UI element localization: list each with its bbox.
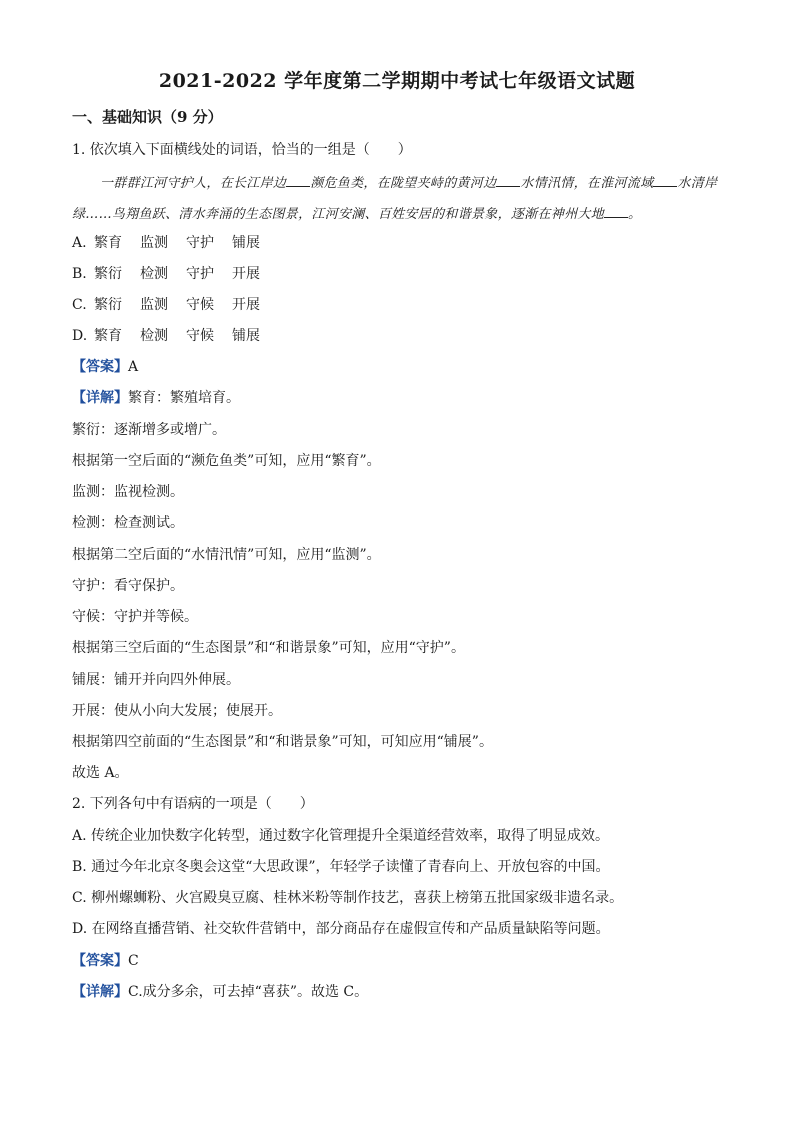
detail-1-line-2: 根据第一空后面的“濒危鱼类”可知，应用“繁育”。 xyxy=(72,453,381,469)
blank-2 xyxy=(496,174,520,187)
detail-1-line-8: 根据第三空后面的“生态图景”和“和谐景象”可知，应用“守护”。 xyxy=(72,640,465,656)
detail-1-line-4: 检测：检查测试。 xyxy=(72,515,184,531)
question-1-passage: 一群群江河守护人，在长江岸边 濒危鱼类，在陇望夹峙的黄河边 水情汛情，在淮河流域 水清岸绿……鸟翔鱼跃、清水奔涌的生态图景，江河安澜、百姓安居的和谐景象，逐渐在神州大地 。 xyxy=(72,176,718,222)
detail-1-line-9: 铺展：铺开并向四外伸展。 xyxy=(72,672,240,688)
detail-1-line-3: 监测：监视检测。 xyxy=(72,484,184,500)
blank-3 xyxy=(653,174,677,187)
answer-1: 【答案】A xyxy=(72,359,139,375)
detail-1-line-0: 【详解】繁育：繁殖培育。 xyxy=(72,390,240,406)
blank-4 xyxy=(604,205,628,218)
detail-1-line-12: 故选 A。 xyxy=(72,765,129,781)
section-heading: 一、基础知识（9 分） xyxy=(72,108,223,126)
detail-1-line-11: 根据第四空前面的“生态图景”和“和谐景象”可知，可知应用“铺展”。 xyxy=(72,734,493,750)
detail-1-line-7: 守候：守护并等候。 xyxy=(72,609,198,625)
detail-2: 【详解】C.成分多余，可去掉“喜获”。故选 C。 xyxy=(72,984,369,1000)
answer-2: 【答案】C xyxy=(72,953,139,969)
option-b: B. 繁衍 检测 守护 开展 xyxy=(72,266,260,282)
question-1-stem: 1. 依次填入下面横线处的词语，恰当的一组是（ ） xyxy=(72,142,412,158)
q2-option-c: C. 柳州螺蛳粉、火宫殿臭豆腐、桂林米粉等制作技艺，喜获上榜第五批国家级非遗名录。 xyxy=(72,890,624,906)
option-d: D. 繁育 检测 守候 铺展 xyxy=(72,328,260,344)
q2-option-b: B. 通过今年北京冬奥会这堂“大思政课”，年轻学子读懂了青春向上、开放包容的中国。 xyxy=(72,859,610,875)
page-title: 2021-2022 学年度第二学期期中考试七年级语文试题 xyxy=(158,70,636,92)
q2-option-d: D. 在网络直播营销、社交软件营销中，部分商品存在虚假宣传和产品质量缺陷等问题。 xyxy=(72,921,610,937)
option-c: C. 繁衍 监测 守候 开展 xyxy=(72,297,260,313)
detail-1-line-1: 繁衍：逐渐增多或增广。 xyxy=(72,422,226,438)
detail-1-line-5: 根据第二空后面的“水情汛情”可知，应用“监测”。 xyxy=(72,547,381,563)
option-a: A. 繁育 监测 守护 铺展 xyxy=(72,235,260,251)
q2-option-a: A. 传统企业加快数字化转型，通过数字化管理提升全渠道经营效率，取得了明显成效。 xyxy=(72,828,610,844)
blank-1 xyxy=(286,174,310,187)
detail-1-line-10: 开展：使从小向大发展；使展开。 xyxy=(72,703,282,719)
question-2-stem: 2. 下列各句中有语病的一项是（ ） xyxy=(72,796,314,812)
detail-1-line-6: 守护：看守保护。 xyxy=(72,578,184,594)
